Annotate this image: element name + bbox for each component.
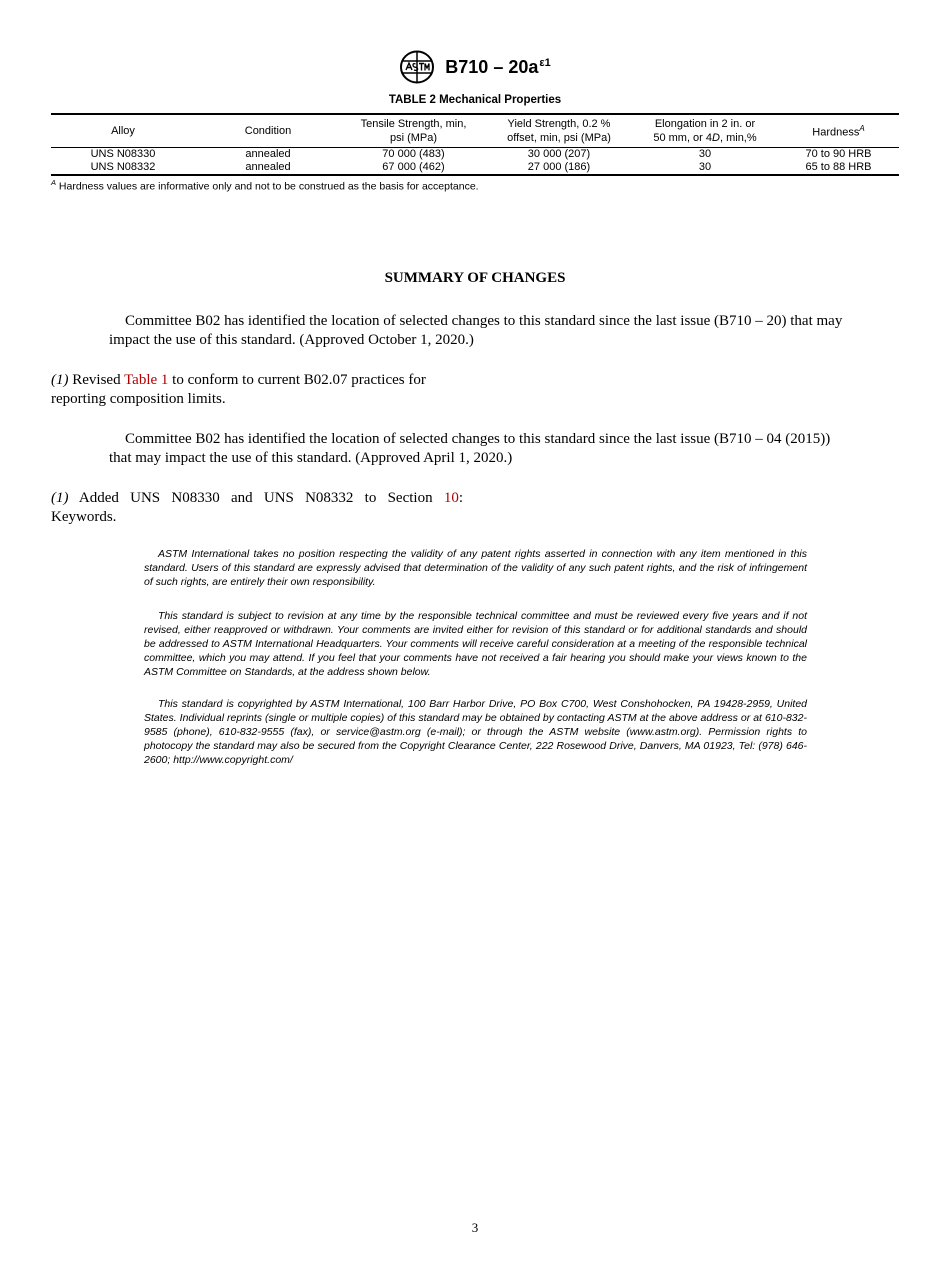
- section-10-link[interactable]: 10: [443, 490, 459, 506]
- page-number: 3: [471, 1220, 479, 1235]
- summary-heading: SUMMARY OF CHANGES: [384, 270, 566, 286]
- cell-tensile: 67 000 (462): [382, 161, 445, 173]
- cell-condition: annealed: [245, 161, 291, 173]
- cell-alloy: UNS N08330: [90, 148, 156, 160]
- table-1-link[interactable]: Table 1: [124, 372, 169, 388]
- mechanical-properties-table: [51, 113, 899, 176]
- cell-hardness: 65 to 88 HRB: [805, 161, 872, 173]
- astm-logo: [399, 50, 435, 84]
- cell-yield: 30 000 (207): [527, 148, 591, 160]
- epsilon-superscript: ε1: [539, 56, 551, 69]
- change-item-1: (1) Revised Table 1 to conform to current B02.07 practices for reporting composition limits.: [51, 372, 426, 407]
- table-header-row: [51, 114, 899, 148]
- cell-elongation: 30: [698, 148, 712, 160]
- summary-paragraph-2: Committee B02 has identified the location of selected changes to this standard since the last issue (B710 – 04 (2015)) that may impact the use of this standard. (Approved April 1, 2020.): [109, 431, 831, 466]
- patent-notice: ASTM International takes no position respecting the validity of any patent rights asserted in connection with any item mentioned in this standard. Users of this standard are expressly advised that determination of the validity of any such patent rights, and the risk of infringement of such rights, are entirely their own responsibility.: [144, 548, 807, 588]
- cell-alloy: UNS N08332: [90, 161, 156, 173]
- col-header-hardness: Hardness$^A$: [812, 124, 865, 139]
- col-header-alloy: Alloy: [111, 125, 135, 137]
- revision-notice: This standard is subject to revision at any time by the responsible technical committee and must be reviewed every five years and if not revised, either reapproved or withdrawn. Your comments are invited either for revision of this standard or for additional standards and should be addressed to ASTM International Headquarters. Your comments will receive careful consideration at a meeting of the responsible technical committee, which you may attend. If you feel that your comments have not received a fair hearing you should make your views known to the ASTM Committee on Standards, at the address shown below.: [144, 610, 807, 678]
- cell-condition: annealed: [245, 148, 291, 160]
- col-header-tensile: Tensile Strength, min, psi (MPa): [360, 118, 467, 144]
- cell-hardness: 70 to 90 HRB: [805, 148, 872, 160]
- col-header-yield: Yield Strength, 0.2 % offset, min, psi (MPa): [507, 118, 611, 144]
- summary-paragraph-1: Committee B02 has identified the location of selected changes to this standard since the last issue (B710 – 20) that may impact the use of this standard. (Approved October 1, 2020.): [109, 313, 843, 348]
- document-header: [0, 50, 950, 86]
- table-footnote: $^A$ Hardness values are informative only and not to be construed as the basis for acceptance.: [51, 178, 479, 193]
- copyright-notice: This standard is copyrighted by ASTM International, 100 Barr Harbor Drive, PO Box C700, West Conshohocken, PA 19428-2959, United States. Individual reprints (single or multiple copies) of this standard may be obtained by contacting ASTM at the above address or at 610-832-9585 (phone), 610-832-9555 (fax), or service@astm.org (e-mail); or through the ASTM website (www.astm.org). Permission rights to photocopy the standard may also be secured from the Copyright Clearance Center, 222 Rosewood Drive, Danvers, MA 01923, Tel: (978) 646-2600; http://www.copyright.com/: [144, 698, 807, 766]
- table-row: [51, 161, 899, 175]
- cell-yield: 27 000 (186): [527, 161, 591, 173]
- table-row: [51, 148, 899, 162]
- cell-tensile: 70 000 (483): [382, 148, 445, 160]
- change-item-2: (1) Added UNS N08330 and UNS N08332 to Section 10: Keywords.: [51, 490, 463, 525]
- standard-designation: $B710 - 20a^{\varepsilon 1}$: [445, 56, 551, 77]
- cell-elongation: 30: [698, 161, 712, 173]
- col-header-condition: Condition: [244, 125, 292, 137]
- table-title: TABLE 2 Mechanical Properties: [388, 94, 562, 106]
- col-header-elongation: Elongation in 2 in. or 50 mm, or 4D, min,%: [653, 118, 757, 144]
